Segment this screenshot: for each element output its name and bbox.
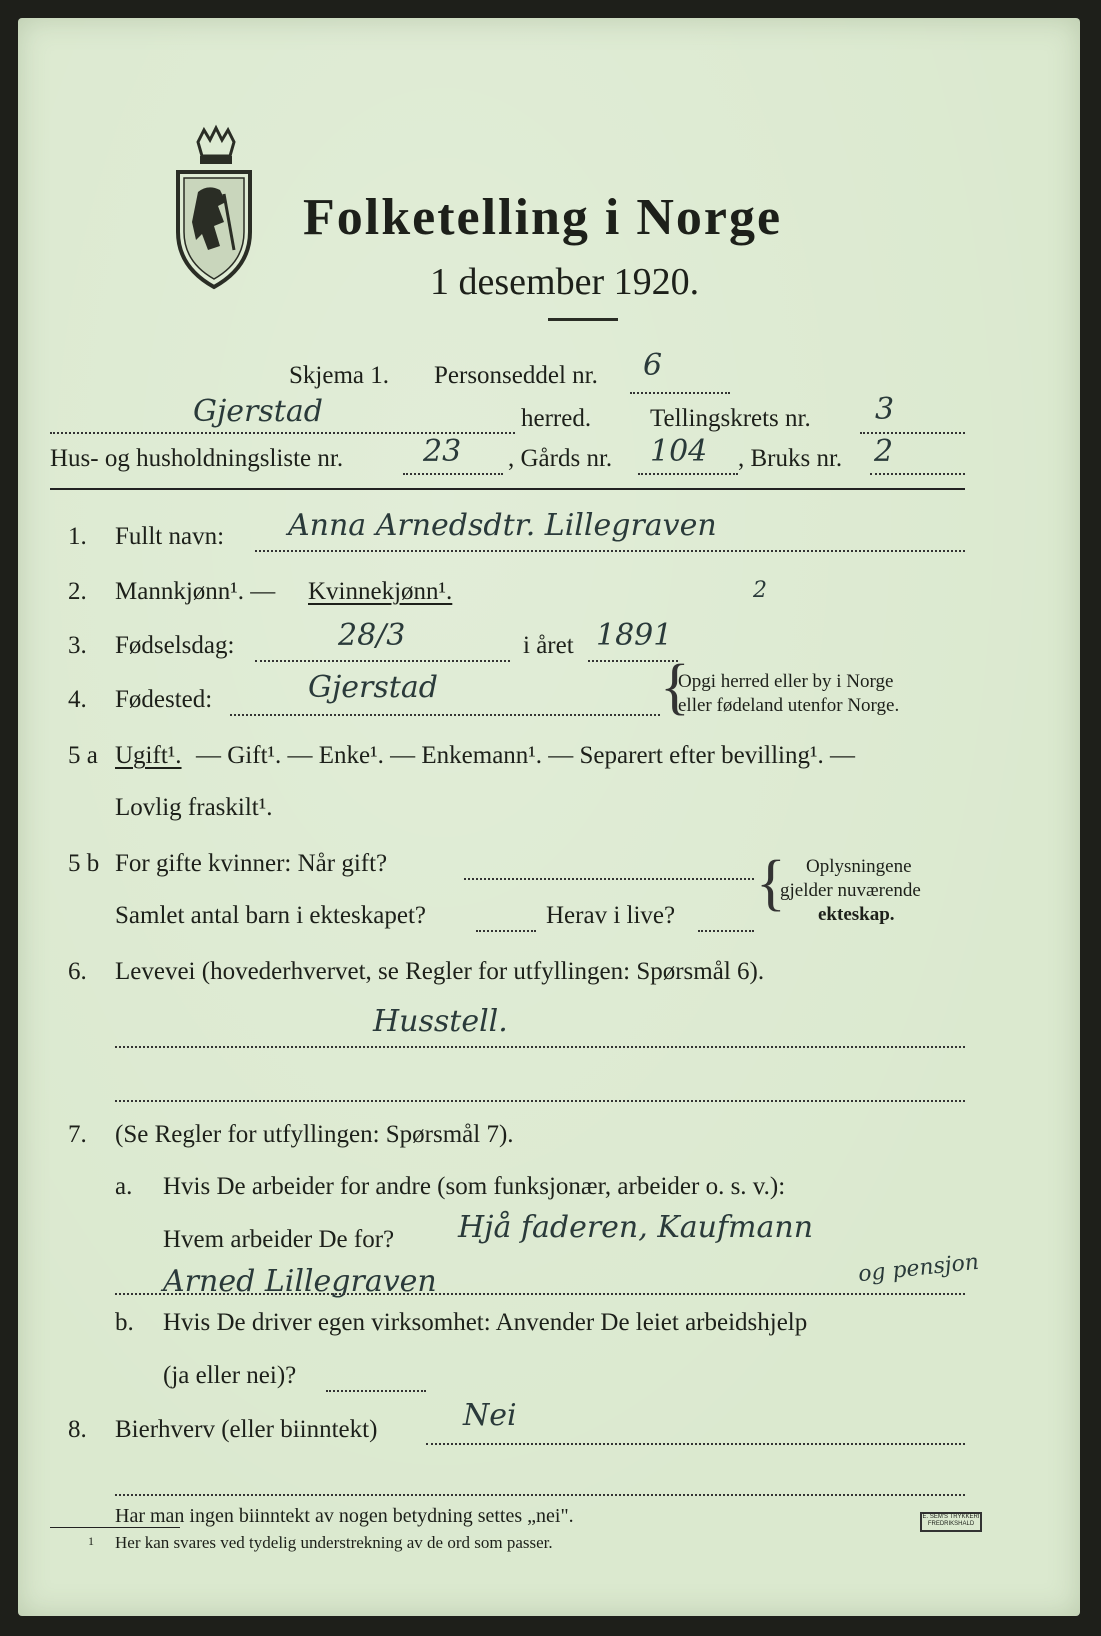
gards-label: , Gårds nr. xyxy=(508,445,613,472)
biinntekt-note: Har man ingen biinntekt av nogen betydning settes „nei". xyxy=(115,1505,574,1527)
q5a-options[interactable]: — Gift¹. — Enke¹. — Enkemann¹. — Separert efter bevilling¹. — xyxy=(196,742,855,769)
q4-label: Fødested: xyxy=(115,686,213,713)
q5b-note-2: gjelder nuværende xyxy=(780,880,921,901)
q4-note-2: eller fødeland utenfor Norge. xyxy=(678,695,900,716)
header-divider xyxy=(50,488,965,490)
q5b-barn-label: Samlet antal barn i ekteskapet? xyxy=(115,902,426,929)
q5a-ugift[interactable]: Ugift¹. xyxy=(115,742,182,769)
hus-label: Hus- og husholdningsliste nr. xyxy=(50,445,344,472)
employer-value-line1[interactable]: Hjå faderen, Kaufmann xyxy=(458,1210,814,1245)
personseddel-label: Personseddel nr. xyxy=(434,362,598,389)
title-divider xyxy=(548,318,618,321)
q2-mannkjonn[interactable]: Mannkjønn¹. — xyxy=(115,578,276,605)
q5b-number: 5 b xyxy=(68,850,100,877)
norwegian-coat-of-arms-icon xyxy=(168,122,258,292)
hus-line xyxy=(403,473,503,475)
q5b-brace: { xyxy=(756,849,786,917)
personseddel-line xyxy=(630,392,730,394)
footnote-text: Her kan svares ved tydelig understrekning av de ord som passer. xyxy=(115,1533,553,1552)
q6-line-1 xyxy=(115,1046,965,1048)
q2-kvinnekjonn[interactable]: Kvinnekjønn¹. xyxy=(308,578,453,605)
bruks-line xyxy=(870,473,965,475)
q3-number: 3. xyxy=(68,632,87,659)
q1-number: 1. xyxy=(68,523,87,550)
q4-number: 4. xyxy=(68,686,87,713)
q5b-note-3: ekteskap. xyxy=(818,904,895,925)
q7b-number: b. xyxy=(115,1309,134,1336)
q5b-note-1: Oplysningene xyxy=(806,856,912,877)
pencil-mark: 2 xyxy=(753,578,767,603)
q4-brace: { xyxy=(660,653,690,721)
birthplace-value[interactable]: Gjerstad xyxy=(308,670,438,705)
q5a-number: 5 a xyxy=(68,742,98,769)
q5b-married-line xyxy=(464,878,754,880)
gards-line xyxy=(638,473,738,475)
printer-stamp: E. SEM'S TRYKKERI FREDRIKSHALD xyxy=(920,1512,982,1532)
q1-label: Fullt navn: xyxy=(115,523,225,550)
q7a-who-label: Hvem arbeider De for? xyxy=(163,1226,395,1253)
q7-number: 7. xyxy=(68,1121,87,1148)
footnote-mark: 1 xyxy=(88,1534,94,1548)
gards-value[interactable]: 104 xyxy=(650,434,708,469)
q7b-label: Hvis De driver egen virksomhet: Anvender De leiet arbeidshjelp xyxy=(163,1309,808,1336)
q3-line xyxy=(255,660,510,662)
employer-note[interactable]: og pensjon xyxy=(857,1249,981,1288)
birthday-value[interactable]: 28/3 xyxy=(338,618,406,653)
q7a-line xyxy=(115,1293,965,1295)
personseddel-value[interactable]: 6 xyxy=(643,348,663,383)
bruks-label: , Bruks nr. xyxy=(738,445,843,472)
q7a-label: Hvis De arbeider for andre (som funksjonær, arbeider o. s. v.): xyxy=(163,1173,786,1200)
tellingskrets-label: Tellingskrets nr. xyxy=(650,405,811,432)
q4-note-1: Opgi herred eller by i Norge xyxy=(678,671,894,692)
q7b-line-2: (ja eller nei)? xyxy=(163,1362,297,1389)
q5b-live-line xyxy=(698,930,754,932)
q7a-number: a. xyxy=(115,1173,133,1200)
form-title: Folketelling i Norge xyxy=(303,189,783,246)
footnote-rule xyxy=(50,1527,180,1528)
q5b-live-label: Herav i live? xyxy=(546,902,676,929)
q6-label: Levevei (hovederhvervet, se Regler for utfyllingen: Spørsmål 6). xyxy=(115,958,765,985)
side-income-value[interactable]: Nei xyxy=(463,1398,517,1433)
census-date: 1 desember 1920. xyxy=(430,261,700,303)
employer-value-line2[interactable]: Arned Lillegraven xyxy=(163,1264,437,1299)
q7-label: (Se Regler for utfyllingen: Spørsmål 7). xyxy=(115,1121,514,1148)
full-name-value[interactable]: Anna Arnedsdtr. Lillegraven xyxy=(288,508,717,543)
herred-value[interactable]: Gjerstad xyxy=(193,394,323,429)
q6-number: 6. xyxy=(68,958,87,985)
skjema-label: Skjema 1. xyxy=(289,362,389,389)
q5a-line-2[interactable]: Lovlig fraskilt¹. xyxy=(115,794,273,821)
q8-label: Bierhverv (eller biinntekt) xyxy=(115,1416,378,1443)
q8-line xyxy=(426,1443,965,1445)
q7b-answer-line xyxy=(326,1390,426,1392)
birth-year-value[interactable]: 1891 xyxy=(596,618,673,653)
q8-line-2 xyxy=(115,1494,965,1496)
census-form-page xyxy=(18,18,1080,1616)
q3-year-label: i året xyxy=(523,632,574,659)
q4-line xyxy=(230,714,660,716)
q1-line xyxy=(255,550,965,552)
herred-label: herred. xyxy=(521,405,592,432)
occupation-value[interactable]: Husstell. xyxy=(373,1004,508,1039)
q5b-barn-line xyxy=(476,930,536,932)
q8-number: 8. xyxy=(68,1416,87,1443)
tellingskrets-value[interactable]: 3 xyxy=(875,392,895,427)
hus-value[interactable]: 23 xyxy=(423,434,462,469)
q6-line-2 xyxy=(115,1100,965,1102)
q2-number: 2. xyxy=(68,578,87,605)
q3-label: Fødselsdag: xyxy=(115,632,235,659)
bruks-value[interactable]: 2 xyxy=(874,434,894,469)
q5b-label: For gifte kvinner: Når gift? xyxy=(115,850,388,877)
